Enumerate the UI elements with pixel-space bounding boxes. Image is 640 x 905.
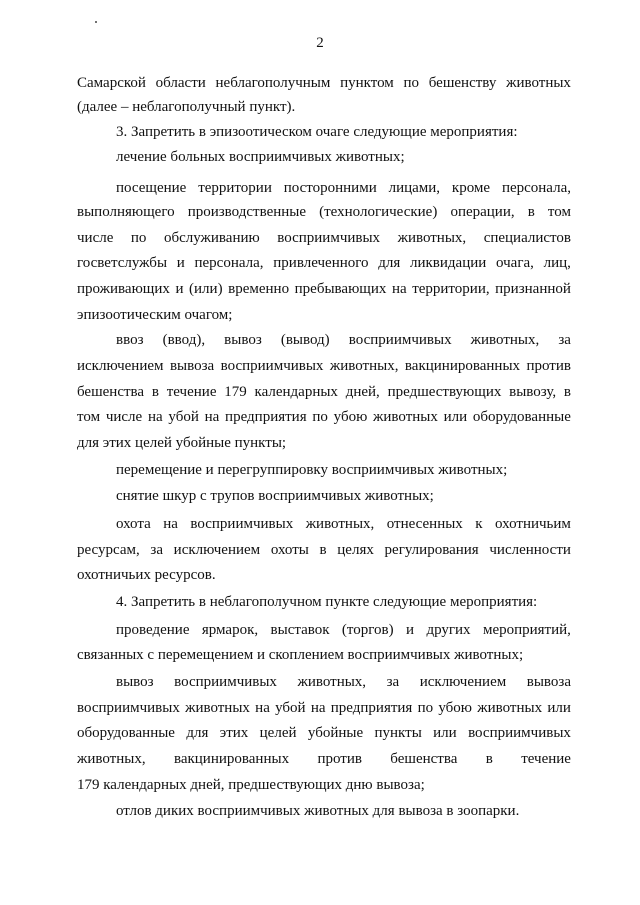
text-line: (далее – неблагополучный пункт). [77,99,296,115]
text-line: госветслужбы и персонала, привлеченного для ликвидации очага, лиц, [77,255,571,271]
text-line: оборудованные для этих целей убойные пункты или восприимчивых [77,725,571,741]
text-line: ресурсам, за исключением охоты в целях регулирования численности [77,542,571,558]
text-line: исключением вывоза восприимчивых животных, вакцинированных против [77,358,571,374]
text-line: для этих целей убойные пункты; [77,435,287,451]
text-line: эпизоотическим очагом; [77,307,233,323]
text-line: проживающих и (или) временно пребывающих на территории, признанной [77,281,571,297]
text-line: отлов диких восприимчивых животных для вывоза в зоопарки. [116,803,520,819]
text-line: восприимчивых животных на убой на предприятия по убою животных или [77,700,571,716]
text-line: вывоз восприимчивых животных, за исключением вывоза [116,674,571,690]
text-line: 3. Запретить в эпизоотическом очаге следующие мероприятия: [116,124,518,140]
text-line: 179 календарных дней, предшествующих дню вывоза; [77,777,425,793]
text-line: том числе на убой на предприятия по убою животных или оборудованные [77,409,571,425]
text-line: проведение ярмарок, выставок (торгов) и других мероприятий, [116,622,571,638]
text-line: Самарской области неблагополучным пунктом по бешенству животных [77,75,571,91]
text-line: лечение больных восприимчивых животных; [116,149,405,165]
text-line: ввоз (ввод), вывоз (вывод) восприимчивых животных, за [116,332,571,348]
text-line: числе по обслуживанию восприимчивых животных, специалистов [77,230,571,246]
text-line: бешенства в течение 179 календарных дней, предшествующих вывозу, в [77,384,571,400]
text-line: снятие шкур с трупов восприимчивых животных; [116,488,434,504]
text-line: посещение территории посторонними лицами, кроме персонала, [116,180,571,196]
text-line: охотничьих ресурсов. [77,567,216,583]
text-line: связанных с перемещением и скоплением восприимчивых животных; [77,647,524,663]
text-line: 4. Запретить в неблагополучном пункте следующие мероприятия: [116,594,538,610]
scan-speck [95,21,97,23]
text-line: выполняющего производственные (технологические) операции, в том [77,204,571,220]
text-line: животных, вакцинированных против бешенства в течение [77,751,571,767]
page-number: 2 [316,35,324,51]
text-line: охота на восприимчивых животных, отнесенных к охотничьим [116,516,571,532]
text-line: перемещение и перегруппировку восприимчивых животных; [116,462,508,478]
